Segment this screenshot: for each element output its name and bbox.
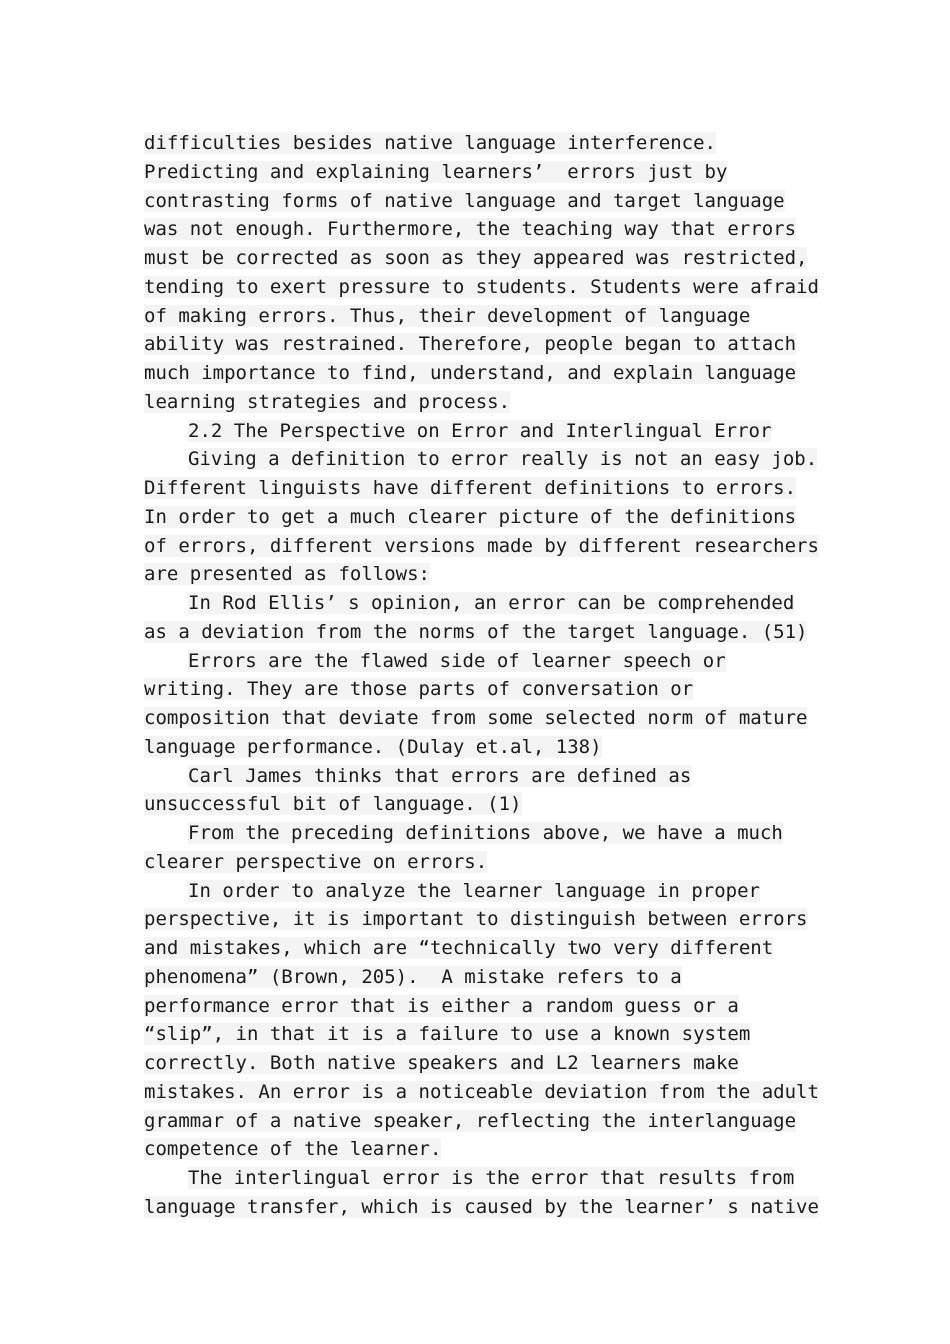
paragraph-start-line: [144, 445, 818, 474]
line-text: must be corrected as soon as they appeared was restricted,: [144, 247, 808, 269]
text-line: [144, 675, 812, 704]
line-text: Giving a definition to error really is not an easy job.: [188, 448, 818, 471]
line-text: correctly. Both native speakers and L2 learners make: [144, 1052, 739, 1074]
line-text: phenomena” (Brown, 205). A mistake refers to a: [144, 965, 682, 988]
text-line: [144, 905, 812, 934]
text-line: [144, 848, 812, 877]
text-line: [144, 704, 812, 733]
line-text: performance error that is either a random guess or a: [144, 994, 739, 1017]
line-text: clearer perspective on errors.: [144, 850, 488, 873]
text-line: [144, 963, 812, 992]
text-line: [144, 1020, 812, 1049]
text-line: [144, 733, 812, 762]
text-line: [144, 934, 812, 963]
line-text: “slip”, in that it is a failure to use a known system: [144, 1023, 751, 1046]
line-text: grammar of a native speaker, reflecting the interlanguage: [144, 1109, 797, 1132]
body-text: [144, 129, 819, 1222]
line-text: tending to exert pressure to students. Students were afraid: [144, 275, 819, 298]
text-line: [144, 790, 812, 819]
text-line: [144, 187, 812, 216]
text-line: [144, 1107, 812, 1136]
line-text: composition that deviate from some selected norm of mature: [144, 707, 808, 729]
text-line: [144, 330, 812, 359]
line-text: of errors, different versions made by different researchers: [144, 534, 819, 557]
text-line: [144, 992, 812, 1021]
text-line: [144, 1135, 812, 1164]
line-text: as a deviation from the norms of the target language. (51): [144, 620, 808, 643]
line-text: of making errors. Thus, their development of language: [144, 304, 751, 327]
text-line: [144, 474, 812, 503]
text-line: [144, 215, 812, 244]
line-text: learning strategies and process.: [144, 390, 511, 413]
line-text: From the preceding definitions above, we have a much: [188, 822, 783, 844]
text-line: [144, 388, 812, 417]
text-line: [144, 503, 812, 532]
line-text: In Rod Ellis’ s opinion, an error can be comprehended: [188, 592, 795, 614]
line-text: competence of the learner.: [144, 1138, 442, 1161]
text-line: [144, 244, 812, 273]
text-line: [144, 359, 812, 388]
line-text: are presented as follows:: [144, 563, 430, 586]
line-text: Different linguists have different definitions to errors.: [144, 477, 797, 499]
line-text: was not enough. Furthermore, the teaching way that errors: [144, 218, 797, 241]
line-text: ability was restrained. Therefore, people began to attach: [144, 333, 797, 356]
line-text: mistakes. An error is a noticeable deviation from the adult: [144, 1080, 819, 1103]
line-text: Predicting and explaining learners’ errors just by: [144, 160, 728, 183]
text-line: [144, 1193, 819, 1222]
paragraph-start-line: [144, 1164, 812, 1193]
line-text: language performance. (Dulay et.al, 138): [144, 735, 602, 758]
line-text: The interlingual error is the error that results from: [188, 1167, 795, 1189]
paragraph-start-line: [144, 589, 812, 618]
paragraph-start-line: [144, 647, 812, 676]
line-text: writing. They are those parts of conversation or: [144, 678, 694, 701]
text-line: [144, 129, 812, 158]
line-text: 2.2 The Perspective on Error and Interlingual Error: [188, 419, 772, 442]
line-text: Carl James thinks that errors are defined as: [188, 764, 692, 787]
paragraph-start-line: [144, 877, 812, 906]
line-text: much importance to find, understand, and explain language: [144, 362, 797, 384]
line-text: perspective, it is important to distinguish between errors: [144, 908, 808, 931]
paragraph-start-line: [144, 819, 812, 848]
paragraph-start-line: [144, 762, 812, 791]
line-text: unsuccessful bit of language. (1): [144, 793, 522, 816]
line-text: In order to get a much clearer picture of the definitions: [144, 505, 797, 528]
text-line: [144, 1049, 812, 1078]
text-line: [144, 560, 812, 589]
text-line: [144, 158, 812, 187]
text-line: [144, 1078, 819, 1107]
paragraph-start-line: [144, 417, 812, 446]
line-text: In order to analyze the learner language in proper: [188, 879, 760, 902]
line-text: Errors are the flawed side of learner speech or: [188, 649, 726, 672]
line-text: and mistakes, which are “technically two very different: [144, 937, 774, 959]
text-line: [144, 618, 812, 647]
line-text: contrasting forms of native language and target language: [144, 189, 785, 212]
text-line: [144, 532, 819, 561]
text-line: [144, 302, 812, 331]
line-text: difficulties besides native language interference.: [144, 132, 716, 154]
line-text: language transfer, which is caused by the learner’ s native: [144, 1195, 819, 1218]
text-line: [144, 273, 819, 302]
